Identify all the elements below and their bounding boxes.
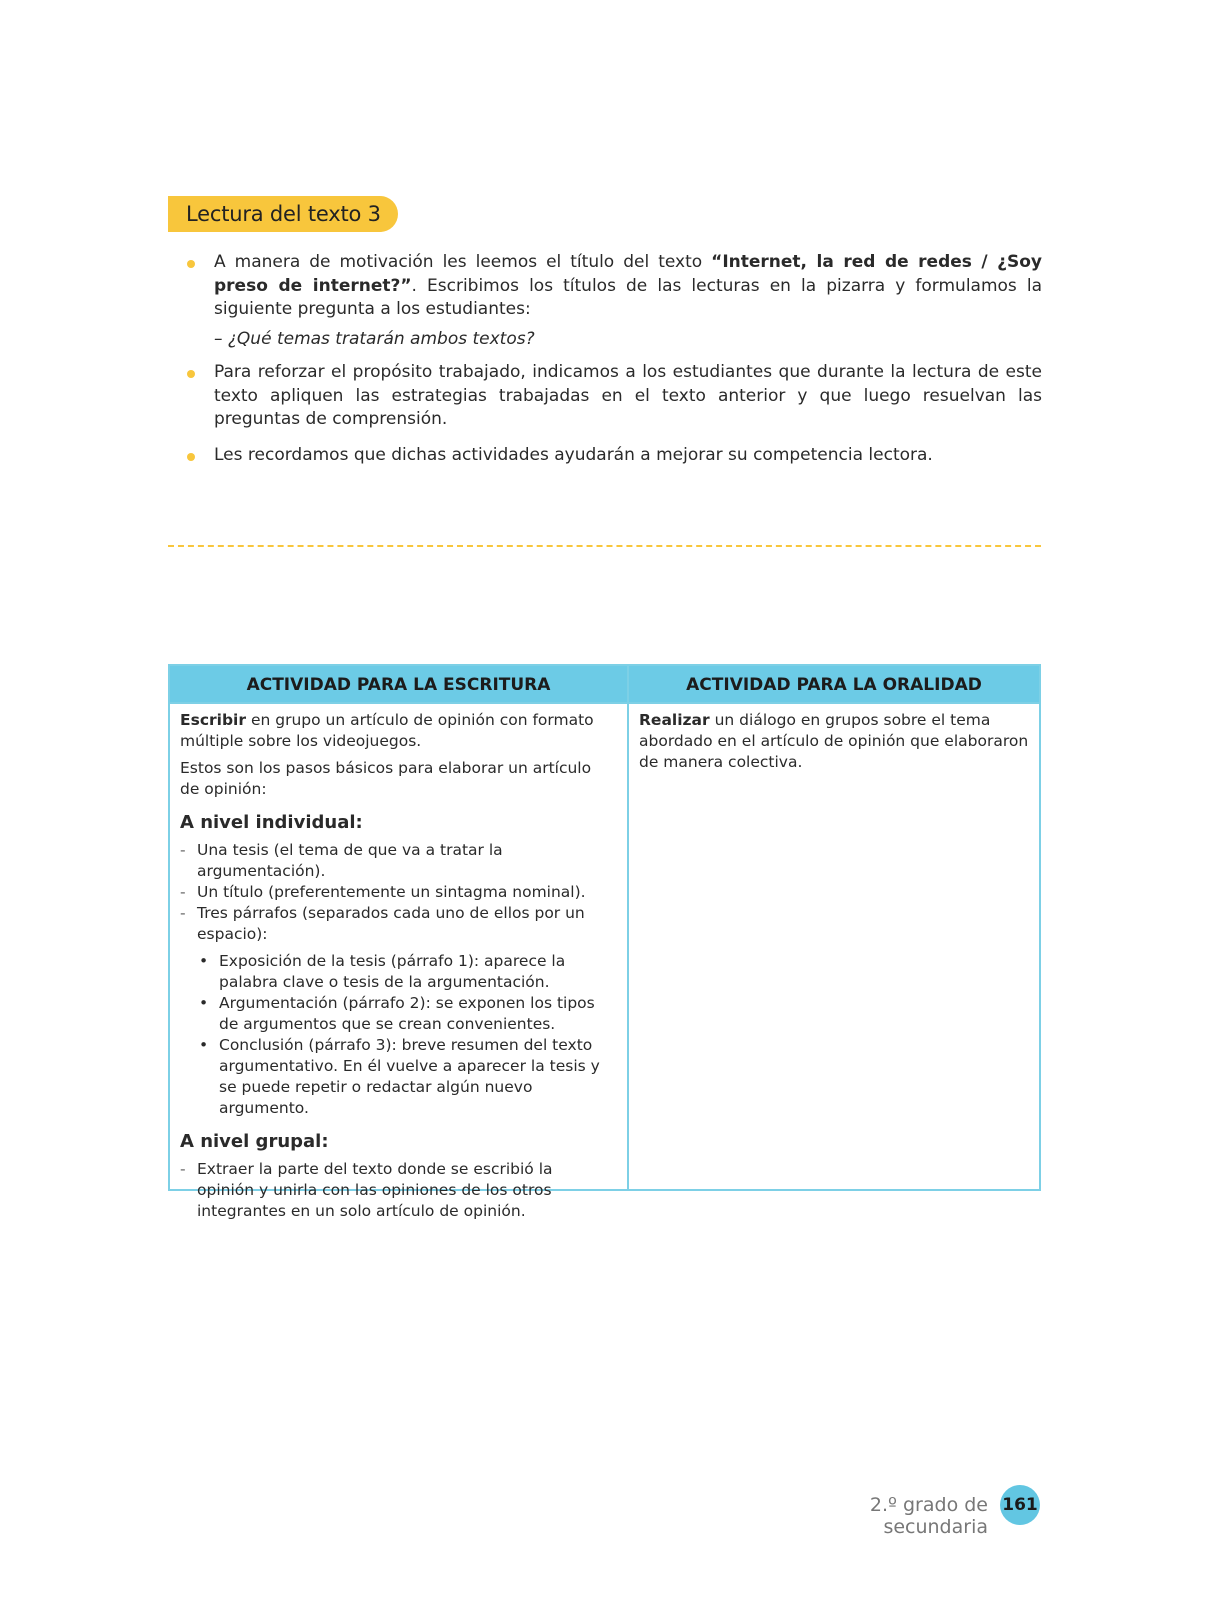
sub-list-item xyxy=(180,993,612,1035)
writing-activity-header: ACTIVIDAD PARA LA ESCRITURA xyxy=(170,666,627,704)
sub-list-item-text: Exposición de la tesis (párrafo 1): aparece la palabra clave o tesis de la argumentación. xyxy=(219,952,566,991)
intro-bullets xyxy=(182,251,1042,467)
activities-table xyxy=(168,664,1041,1220)
section-title: Lectura del texto 3 xyxy=(168,196,398,232)
list-item-text: Tres párrafos (separados cada uno de ellos por un espacio): xyxy=(197,904,585,943)
dash-mark: - xyxy=(180,1160,186,1178)
list-item xyxy=(180,840,612,882)
list-item-text: Extraer la parte del texto donde se escribió la opinión y unirla con las opiniones de los otros integrantes en un solo artículo de opinión. xyxy=(197,1160,553,1220)
guiding-question: – ¿Qué temas tratarán ambos textos? xyxy=(214,328,535,349)
bullet-motivation-text-pre: A manera de motivación les leemos el título del texto xyxy=(214,252,712,272)
individual-level-heading: A nivel individual: xyxy=(180,812,363,833)
bullet-reinforce-text: Para reforzar el propósito trabajado, indicamos a los estudiantes que durante la lectura de este texto apliquen las estrategias trabajadas en el texto anterior y que luego resuelvan las preguntas de comprensión. xyxy=(214,362,1042,429)
sub-list-item-text: Argumentación (párrafo 2): se exponen los tipos de argumentos que se crean convenientes. xyxy=(219,994,595,1033)
dash-mark: - xyxy=(180,904,186,922)
dash-mark: - xyxy=(180,841,186,859)
page-number: 161 xyxy=(1000,1485,1040,1525)
sub-list-item xyxy=(180,951,612,993)
bullet-dot-icon xyxy=(187,370,195,378)
oral-activity-header: ACTIVIDAD PARA LA ORALIDAD xyxy=(629,666,1039,704)
bullet-mark: • xyxy=(199,994,209,1012)
bullet-motivation xyxy=(182,251,1042,322)
writing-intro xyxy=(180,710,612,752)
sub-list-item-text: Conclusión (párrafo 3): breve resumen del texto argumentativo. En él vuelve a aparecer la tesis y se puede repetir o redactar algún nuevo argumento. xyxy=(219,1036,600,1117)
bullet-reminder-text: Les recordamos que dichas actividades ayudarán a mejorar su competencia lectora. xyxy=(214,444,933,465)
writing-verb: Escribir xyxy=(180,711,247,729)
list-item xyxy=(180,1159,612,1222)
dashed-divider xyxy=(168,545,1041,547)
list-item-text: Una tesis (el tema de que va a tratar la argumentación). xyxy=(197,841,503,880)
bullet-motivation-text-post: . Escribimos los títulos de las lecturas en la pizarra y formulamos la siguiente pregunta a los estudiantes: xyxy=(214,275,1042,319)
bullet-reinforce xyxy=(182,361,1042,432)
group-level-heading: A nivel grupal: xyxy=(180,1131,329,1152)
oral-activity-text xyxy=(639,710,1029,773)
oral-verb: Realizar xyxy=(639,711,710,729)
grade-label: 2.º grado de secundaria xyxy=(869,1494,988,1538)
list-item xyxy=(180,882,612,903)
writing-steps-intro: Estos son los pasos básicos para elaborar un artículo de opinión: xyxy=(180,759,592,798)
list-item xyxy=(180,903,612,945)
bullet-motivation-title: “Internet, la red de redes / ¿Soy preso de internet?” xyxy=(214,252,1042,296)
writing-intro-rest: en grupo un artículo de opinión con formato múltiple sobre los videojuegos. xyxy=(180,711,594,750)
bullet-mark: • xyxy=(199,1036,209,1054)
column-divider xyxy=(627,666,629,1189)
bullet-dot-icon xyxy=(187,260,195,268)
oral-activity-cell xyxy=(639,710,1029,779)
oral-activity-rest: un diálogo en grupos sobre el tema abordado en el artículo de opinión que elaboraron de manera colectiva. xyxy=(639,711,1029,771)
dash-mark: - xyxy=(180,883,186,901)
bullet-dot-icon xyxy=(187,453,195,461)
bullet-mark: • xyxy=(199,952,209,970)
bullet-reminder xyxy=(182,444,1042,468)
writing-activity-cell xyxy=(180,710,612,1222)
sub-list-item xyxy=(180,1035,612,1119)
list-item-text: Un título (preferentemente un sintagma nominal). xyxy=(197,883,586,901)
